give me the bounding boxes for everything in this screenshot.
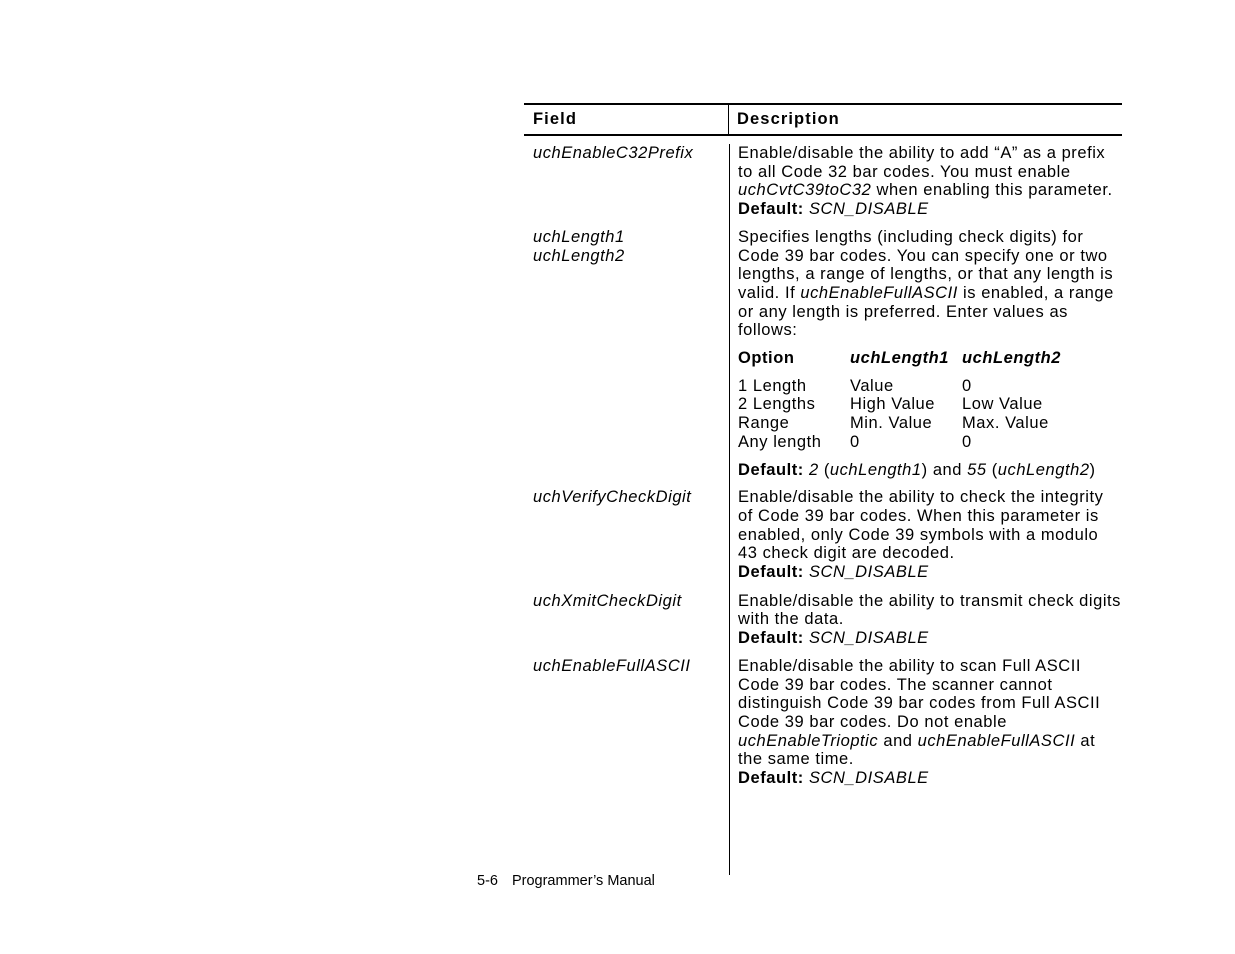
page-footer <box>477 873 655 889</box>
options-header: Option uchLength1 uchLength2 <box>738 349 1061 368</box>
page-number: 5-6 <box>477 873 498 889</box>
header-field: Field <box>524 105 729 134</box>
table-header <box>524 103 1122 136</box>
field-name: uchXmitCheckDigit <box>533 591 682 610</box>
field-name: uchEnableC32Prefix <box>533 144 694 162</box>
options-body: 1 Length Value 0 2 Lengths High Value Low Value Range Min. Value Max. Value Any length 0 0 <box>738 376 1049 451</box>
field-description: Specifies lengths (including check digits) for Code 39 bar codes. You can specify one or two lengths, a range of lengths, or that any length is valid. If uchEnableFullASCII is enabled, a range or any length is preferred. Enter values as follows: Option uchLength1 uchLength2 1 Length Value 0 2 Lengths High Value Low Value Range Min. Value Max. Value Any length 0 0 Default: 2 (uchLength1) and 55 (uchLength2) <box>729 228 1122 479</box>
table-row <box>524 657 1122 788</box>
field-description: Enable/disable the ability to transmit check digits with the data. Default: SCN_DISABLE <box>738 591 1121 648</box>
field-name: uchEnableFullASCII <box>533 656 691 675</box>
table-row <box>524 488 1122 582</box>
default-line: Default: 2 (uchLength1) and 55 (uchLength2) <box>738 460 1096 479</box>
default-line: Default: SCN_DISABLE <box>738 629 929 648</box>
header-description: Description <box>737 110 840 129</box>
table-row <box>524 228 1122 479</box>
table-row <box>524 144 1122 219</box>
parameter-table <box>524 103 1122 788</box>
field-description: Enable/disable the ability to scan Full ASCII Code 39 bar codes. The scanner cannot distinguish Code 39 bar codes from Full ASCII Code 39 bar codes. Do not enable uchEnableTrioptic and uchEnableFullASCII at the same time. Default: SCN_DISABLE <box>729 657 1122 788</box>
default-line: Default: SCN_DISABLE <box>738 563 929 582</box>
field-description: Enable/disable the ability to check the integrity of Code 39 bar codes. When this parameter is enabled, only Code 39 symbols with a modulo 43 check digit are decoded. Default: SCN_DISABLE <box>729 488 1122 582</box>
default-line: Default: SCN_DISABLE <box>738 200 929 219</box>
field-description: Enable/disable the ability to add “A” as a prefix to all Code 32 bar codes. You must enable uchCvtC39toC32 when enabling this parameter. Default: SCN_DISABLE <box>729 144 1122 219</box>
default-line: Default: SCN_DISABLE <box>738 769 929 788</box>
table-row <box>524 592 1122 648</box>
manual-title: Programmer’s Manual <box>511 873 655 889</box>
field-name: uchVerifyCheckDigit <box>533 488 692 507</box>
field-name: uchLength1 uchLength2 <box>533 227 625 265</box>
